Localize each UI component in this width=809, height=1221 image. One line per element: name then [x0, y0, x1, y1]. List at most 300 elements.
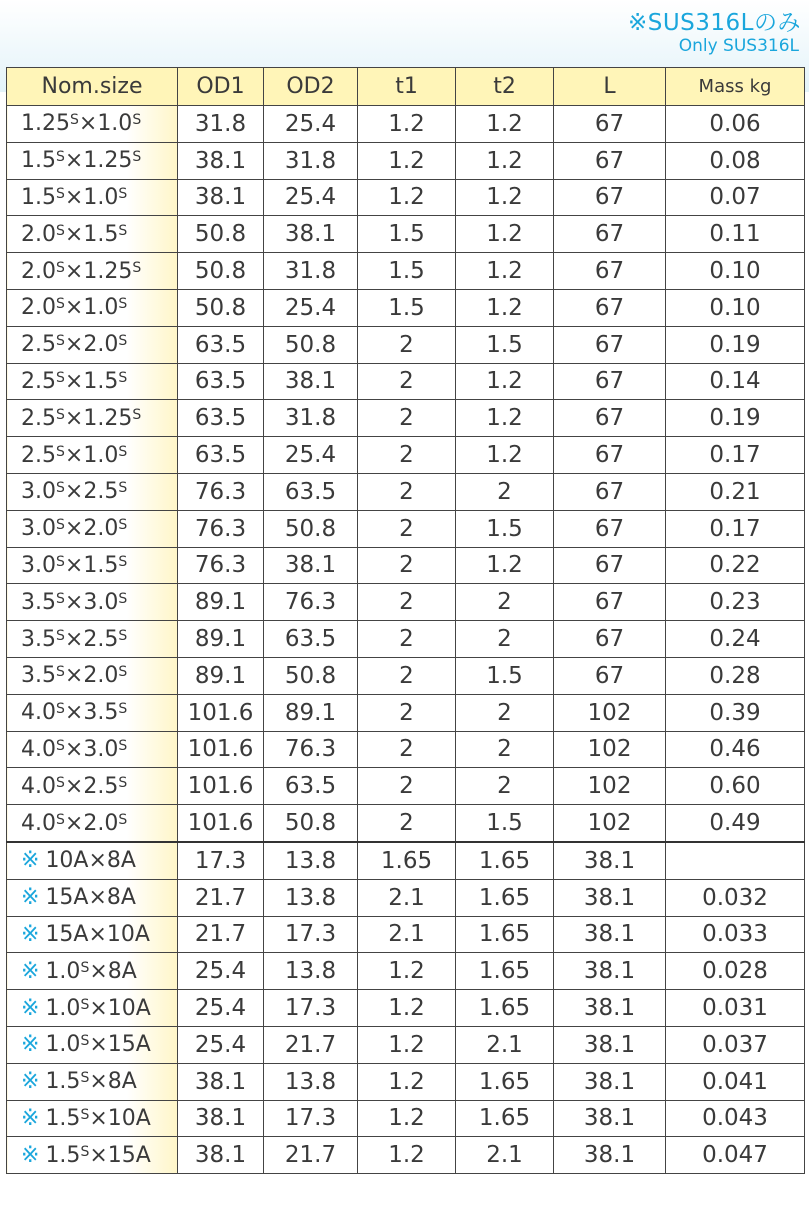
- table-row: [7, 1100, 805, 1137]
- t2-cell: 1.65: [456, 879, 554, 916]
- schedule-s-mark: S: [132, 149, 142, 166]
- size-a: 3.5: [21, 663, 56, 689]
- schedule-s-mark: S: [80, 1033, 90, 1050]
- t1-cell: 2: [358, 547, 456, 584]
- od1-cell: 38.1: [178, 179, 264, 216]
- od1-cell: 25.4: [178, 953, 264, 990]
- t1-cell: 2: [358, 657, 456, 694]
- od2-cell: 38.1: [264, 547, 358, 584]
- schedule-s-mark: S: [80, 1070, 90, 1087]
- times-sign: ×: [64, 332, 84, 358]
- t1-cell: 1.2: [358, 1063, 456, 1100]
- size-b: 8A: [106, 848, 136, 874]
- size-a: 1.5: [45, 1142, 81, 1168]
- schedule-s-mark: S: [56, 701, 65, 718]
- times-sign: ×: [89, 1069, 108, 1095]
- times-sign: ×: [64, 700, 84, 726]
- nom-size-cell: [7, 216, 178, 253]
- l-cell: 38.1: [554, 1026, 666, 1063]
- t1-cell: 1.2: [358, 106, 456, 143]
- t2-cell: 1.2: [456, 142, 554, 179]
- sus316l-mark-icon: ※: [21, 1032, 40, 1058]
- schedule-s-mark: S: [118, 701, 128, 718]
- od2-cell: 21.7: [264, 1137, 358, 1174]
- table-row: [7, 437, 805, 474]
- l-cell: 67: [554, 621, 666, 658]
- nom-size-cell: [7, 253, 178, 290]
- mass-cell: 0.17: [666, 510, 805, 547]
- t1-cell: 2: [358, 694, 456, 731]
- od2-cell: 13.8: [264, 842, 358, 879]
- mass-cell: 0.24: [666, 621, 805, 658]
- size-a: 4.0: [21, 773, 56, 799]
- size-b: 2.0: [83, 663, 119, 689]
- t1-cell: 2: [358, 510, 456, 547]
- size-b: 3.0: [83, 736, 119, 762]
- schedule-s-mark: S: [118, 590, 128, 607]
- size-b: 2.0: [83, 810, 119, 836]
- mass-cell: 0.39: [666, 694, 805, 731]
- mass-cell: 0.11: [666, 216, 805, 253]
- schedule-s-mark: S: [118, 333, 128, 350]
- od1-cell: 89.1: [178, 657, 264, 694]
- od1-cell: 89.1: [178, 584, 264, 621]
- size-a: 2.5: [21, 405, 56, 431]
- times-sign: ×: [64, 442, 84, 468]
- times-sign: ×: [88, 885, 107, 911]
- table-row: [7, 842, 805, 879]
- table-row: [7, 400, 805, 437]
- table-row: [7, 179, 805, 216]
- od2-cell: 89.1: [264, 694, 358, 731]
- od2-cell: 76.3: [264, 584, 358, 621]
- size-b: 10A: [107, 995, 151, 1021]
- t2-cell: 1.2: [456, 106, 554, 143]
- od2-cell: 38.1: [264, 216, 358, 253]
- od1-cell: 63.5: [178, 326, 264, 363]
- t1-cell: 1.2: [358, 179, 456, 216]
- l-cell: 67: [554, 510, 666, 547]
- size-a: 2.5: [21, 442, 56, 468]
- table-row: [7, 584, 805, 621]
- sus316l-mark-icon: ※: [21, 995, 40, 1021]
- nom-size-cell: [7, 621, 178, 658]
- od2-cell: 31.8: [264, 142, 358, 179]
- t1-cell: 2: [358, 768, 456, 805]
- col-header-od2: OD2: [264, 68, 358, 106]
- times-sign: ×: [64, 589, 84, 615]
- times-sign: ×: [89, 1142, 108, 1168]
- od2-cell: 25.4: [264, 179, 358, 216]
- od2-cell: 50.8: [264, 805, 358, 842]
- t1-cell: 1.5: [358, 216, 456, 253]
- times-sign: ×: [64, 258, 84, 284]
- size-a: 1.5: [45, 1069, 81, 1095]
- sus316l-mark-icon: ※: [21, 1069, 40, 1095]
- mass-cell: 0.041: [666, 1063, 805, 1100]
- nom-size-cell: [7, 547, 178, 584]
- od2-cell: 50.8: [264, 657, 358, 694]
- l-cell: 38.1: [554, 990, 666, 1027]
- t1-cell: 1.2: [358, 142, 456, 179]
- size-b: 2.5: [83, 773, 119, 799]
- nom-size-cell: [7, 731, 178, 768]
- schedule-s-mark: S: [80, 996, 90, 1013]
- nom-size-cell: [7, 990, 178, 1027]
- t1-cell: 2.1: [358, 879, 456, 916]
- table-row: [7, 216, 805, 253]
- mass-cell: 0.07: [666, 179, 805, 216]
- od1-cell: 21.7: [178, 916, 264, 953]
- mass-cell: 0.28: [666, 657, 805, 694]
- size-b: 2.0: [83, 516, 119, 542]
- schedule-s-mark: S: [56, 774, 65, 791]
- mass-cell: 0.17: [666, 437, 805, 474]
- l-cell: 67: [554, 437, 666, 474]
- od1-cell: 101.6: [178, 694, 264, 731]
- t1-cell: 1.2: [358, 953, 456, 990]
- times-sign: ×: [64, 516, 84, 542]
- size-a: 1.0: [45, 1032, 81, 1058]
- size-a: 2.0: [21, 221, 56, 247]
- col-header-l: L: [554, 68, 666, 106]
- table-row: [7, 694, 805, 731]
- schedule-s-mark: S: [56, 259, 65, 276]
- schedule-s-mark: S: [118, 369, 128, 386]
- t2-cell: 1.65: [456, 990, 554, 1027]
- nom-size-cell: [7, 400, 178, 437]
- nom-size-cell: [7, 179, 178, 216]
- mass-cell: 0.06: [666, 106, 805, 143]
- od2-cell: 25.4: [264, 289, 358, 326]
- size-b: 8A: [107, 1069, 137, 1095]
- l-cell: 67: [554, 216, 666, 253]
- schedule-s-mark: S: [56, 149, 65, 166]
- t1-cell: 2: [358, 473, 456, 510]
- size-b: 1.0: [97, 111, 133, 137]
- t2-cell: 1.65: [456, 1100, 554, 1137]
- schedule-s-mark: S: [56, 627, 65, 644]
- size-b: 2.5: [83, 479, 119, 505]
- header-row: [7, 68, 805, 106]
- size-a: 1.5: [45, 1105, 81, 1131]
- col-header-t2: t2: [456, 68, 554, 106]
- times-sign: ×: [64, 295, 84, 321]
- nom-size-cell: [7, 1137, 178, 1174]
- nom-size-cell: [7, 768, 178, 805]
- sus316l-mark-icon: ※: [21, 885, 40, 911]
- od1-cell: 63.5: [178, 363, 264, 400]
- col-header-nom-size: Nom.size: [7, 68, 178, 106]
- l-cell: 102: [554, 805, 666, 842]
- times-sign: ×: [78, 111, 98, 137]
- t2-cell: 1.65: [456, 916, 554, 953]
- sus316l-mark-icon: ※: [21, 848, 40, 874]
- schedule-s-mark: S: [118, 296, 128, 313]
- t1-cell: 1.2: [358, 1100, 456, 1137]
- schedule-s-mark: S: [132, 112, 142, 129]
- nom-size-cell: [7, 1026, 178, 1063]
- t2-cell: 1.2: [456, 179, 554, 216]
- t1-cell: 1.65: [358, 842, 456, 879]
- t2-cell: 1.2: [456, 363, 554, 400]
- size-a: 15A: [45, 885, 89, 911]
- table-row: [7, 1026, 805, 1063]
- dimension-table: [6, 67, 805, 1174]
- od1-cell: 25.4: [178, 1026, 264, 1063]
- table-row: [7, 326, 805, 363]
- l-cell: 67: [554, 289, 666, 326]
- nom-size-cell: [7, 694, 178, 731]
- l-cell: 67: [554, 106, 666, 143]
- size-a: 2.0: [21, 258, 56, 284]
- l-cell: 38.1: [554, 879, 666, 916]
- t2-cell: 1.2: [456, 253, 554, 290]
- size-a: 4.0: [21, 736, 56, 762]
- schedule-s-mark: S: [118, 517, 128, 534]
- schedule-s-mark: S: [80, 1143, 90, 1160]
- t1-cell: 2: [358, 584, 456, 621]
- od2-cell: 13.8: [264, 879, 358, 916]
- mass-cell: 0.10: [666, 253, 805, 290]
- l-cell: 67: [554, 326, 666, 363]
- col-header-mass: Mass kg: [666, 68, 805, 106]
- od1-cell: 21.7: [178, 879, 264, 916]
- l-cell: 38.1: [554, 1063, 666, 1100]
- t2-cell: 2: [456, 768, 554, 805]
- table-row: [7, 879, 805, 916]
- mass-cell: 0.19: [666, 326, 805, 363]
- nom-size-cell: [7, 879, 178, 916]
- times-sign: ×: [64, 736, 84, 762]
- od1-cell: 38.1: [178, 1100, 264, 1137]
- col-header-od1: OD1: [178, 68, 264, 106]
- l-cell: 67: [554, 547, 666, 584]
- size-b: 1.5: [83, 368, 119, 394]
- od1-cell: 38.1: [178, 1137, 264, 1174]
- l-cell: 67: [554, 363, 666, 400]
- schedule-s-mark: S: [69, 112, 79, 129]
- t2-cell: 1.5: [456, 326, 554, 363]
- size-b: 1.25: [83, 405, 133, 431]
- schedule-s-mark: S: [80, 1106, 90, 1123]
- sus316l-mark-icon: ※: [21, 958, 40, 984]
- times-sign: ×: [89, 1105, 108, 1131]
- t2-cell: 1.65: [456, 953, 554, 990]
- od2-cell: 17.3: [264, 990, 358, 1027]
- col-header-t1: t1: [358, 68, 456, 106]
- size-b: 1.25: [83, 148, 133, 174]
- size-a: 4.0: [21, 810, 56, 836]
- t1-cell: 1.2: [358, 1026, 456, 1063]
- table-row: [7, 916, 805, 953]
- size-a: 1.5: [21, 148, 56, 174]
- t2-cell: 1.2: [456, 400, 554, 437]
- table-row: [7, 953, 805, 990]
- nom-size-cell: [7, 510, 178, 547]
- schedule-s-mark: S: [118, 664, 128, 681]
- times-sign: ×: [88, 921, 107, 947]
- t2-cell: 1.2: [456, 289, 554, 326]
- schedule-s-mark: S: [56, 517, 65, 534]
- times-sign: ×: [64, 663, 84, 689]
- od2-cell: 76.3: [264, 731, 358, 768]
- table-body: [7, 106, 805, 1174]
- od2-cell: 25.4: [264, 437, 358, 474]
- od2-cell: 13.8: [264, 1063, 358, 1100]
- mass-cell: 0.037: [666, 1026, 805, 1063]
- schedule-s-mark: S: [118, 480, 128, 497]
- sus316l-mark-icon: ※: [21, 1142, 40, 1168]
- schedule-s-mark: S: [56, 737, 65, 754]
- schedule-s-mark: S: [118, 737, 128, 754]
- t1-cell: 1.2: [358, 1137, 456, 1174]
- od1-cell: 76.3: [178, 473, 264, 510]
- l-cell: 38.1: [554, 916, 666, 953]
- schedule-s-mark: S: [56, 369, 65, 386]
- mass-cell: 0.10: [666, 289, 805, 326]
- od1-cell: 101.6: [178, 731, 264, 768]
- l-cell: 67: [554, 142, 666, 179]
- t1-cell: 2.1: [358, 916, 456, 953]
- t2-cell: 1.5: [456, 510, 554, 547]
- t2-cell: 1.2: [456, 216, 554, 253]
- schedule-s-mark: S: [118, 811, 128, 828]
- t1-cell: 2: [358, 621, 456, 658]
- size-a: 1.0: [45, 995, 81, 1021]
- times-sign: ×: [64, 552, 84, 578]
- size-a: 3.0: [21, 479, 56, 505]
- od1-cell: 50.8: [178, 216, 264, 253]
- schedule-s-mark: S: [56, 590, 65, 607]
- od2-cell: 25.4: [264, 106, 358, 143]
- mass-cell: 0.19: [666, 400, 805, 437]
- size-b: 8A: [106, 885, 136, 911]
- t2-cell: 1.5: [456, 657, 554, 694]
- l-cell: 67: [554, 253, 666, 290]
- t1-cell: 2: [358, 805, 456, 842]
- size-b: 2.0: [83, 332, 119, 358]
- size-b: 15A: [107, 1032, 151, 1058]
- l-cell: 67: [554, 400, 666, 437]
- schedule-s-mark: S: [56, 406, 65, 423]
- times-sign: ×: [89, 958, 108, 984]
- nom-size-cell: [7, 289, 178, 326]
- od1-cell: 31.8: [178, 106, 264, 143]
- table-row: [7, 805, 805, 842]
- t2-cell: 2: [456, 473, 554, 510]
- l-cell: 102: [554, 731, 666, 768]
- schedule-s-mark: S: [80, 959, 90, 976]
- schedule-s-mark: S: [56, 443, 65, 460]
- schedule-s-mark: S: [132, 406, 142, 423]
- od1-cell: 38.1: [178, 1063, 264, 1100]
- od1-cell: 63.5: [178, 400, 264, 437]
- l-cell: 38.1: [554, 842, 666, 879]
- schedule-s-mark: S: [56, 296, 65, 313]
- t1-cell: 2: [358, 363, 456, 400]
- mass-cell: 0.23: [666, 584, 805, 621]
- times-sign: ×: [64, 148, 84, 174]
- t2-cell: 1.2: [456, 547, 554, 584]
- times-sign: ×: [64, 479, 84, 505]
- mass-cell: [666, 842, 805, 879]
- nom-size-cell: [7, 953, 178, 990]
- table-row: [7, 1137, 805, 1174]
- nom-size-cell: [7, 1063, 178, 1100]
- size-a: 10A: [45, 848, 89, 874]
- od1-cell: 38.1: [178, 142, 264, 179]
- mass-cell: 0.22: [666, 547, 805, 584]
- size-a: 3.0: [21, 516, 56, 542]
- od2-cell: 31.8: [264, 253, 358, 290]
- od2-cell: 21.7: [264, 1026, 358, 1063]
- schedule-s-mark: S: [56, 553, 65, 570]
- od2-cell: 17.3: [264, 1100, 358, 1137]
- t2-cell: 2: [456, 731, 554, 768]
- size-b: 1.5: [83, 221, 119, 247]
- times-sign: ×: [64, 405, 84, 431]
- size-a: 1.0: [45, 958, 81, 984]
- table-row: [7, 106, 805, 143]
- od1-cell: 50.8: [178, 289, 264, 326]
- od1-cell: 101.6: [178, 768, 264, 805]
- table-row: [7, 547, 805, 584]
- od1-cell: 25.4: [178, 990, 264, 1027]
- schedule-s-mark: S: [56, 811, 65, 828]
- size-b: 3.0: [83, 589, 119, 615]
- mass-cell: 0.047: [666, 1137, 805, 1174]
- l-cell: 67: [554, 584, 666, 621]
- mass-cell: 0.46: [666, 731, 805, 768]
- l-cell: 102: [554, 694, 666, 731]
- schedule-s-mark: S: [56, 222, 65, 239]
- schedule-s-mark: S: [118, 774, 128, 791]
- table-row: [7, 510, 805, 547]
- size-a: 2.5: [21, 368, 56, 394]
- size-a: 1.25: [21, 111, 70, 137]
- mass-cell: 0.031: [666, 990, 805, 1027]
- sus316l-mark-icon: ※: [21, 1105, 40, 1131]
- t1-cell: 2: [358, 731, 456, 768]
- t2-cell: 1.65: [456, 842, 554, 879]
- times-sign: ×: [89, 995, 108, 1021]
- size-a: 2.0: [21, 295, 56, 321]
- nom-size-cell: [7, 363, 178, 400]
- mass-cell: 0.21: [666, 473, 805, 510]
- nom-size-cell: [7, 142, 178, 179]
- l-cell: 38.1: [554, 1100, 666, 1137]
- times-sign: ×: [64, 184, 84, 210]
- table-row: [7, 363, 805, 400]
- size-b: 1.0: [83, 184, 119, 210]
- sus316l-note-jp: ※SUS316Lのみ: [627, 10, 801, 36]
- table-row: [7, 731, 805, 768]
- times-sign: ×: [64, 221, 84, 247]
- mass-cell: 0.032: [666, 879, 805, 916]
- table-row: [7, 289, 805, 326]
- l-cell: 67: [554, 179, 666, 216]
- t2-cell: 2: [456, 694, 554, 731]
- table-row: [7, 1063, 805, 1100]
- t1-cell: 1.5: [358, 289, 456, 326]
- od1-cell: 76.3: [178, 510, 264, 547]
- l-cell: 67: [554, 657, 666, 694]
- schedule-s-mark: S: [56, 664, 65, 681]
- t2-cell: 2: [456, 621, 554, 658]
- t2-cell: 2.1: [456, 1026, 554, 1063]
- t1-cell: 2: [358, 400, 456, 437]
